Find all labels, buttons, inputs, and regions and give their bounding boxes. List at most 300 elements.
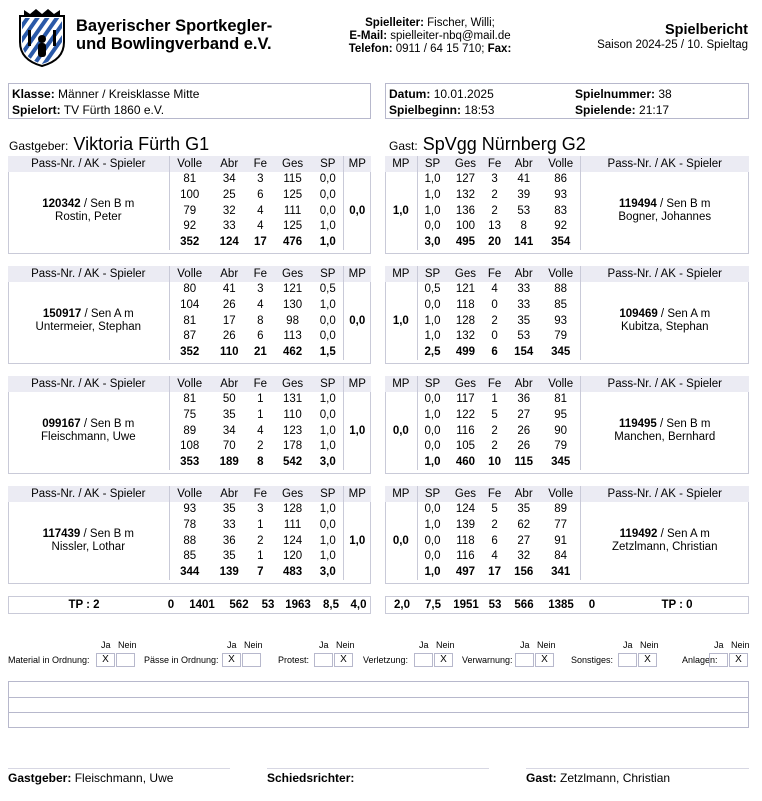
report-title-block	[597, 22, 748, 52]
col-header-sp: SP	[417, 376, 447, 392]
score-cell: 85	[554, 299, 568, 312]
nummer-value: 38	[658, 87, 672, 101]
score-cell: 33	[517, 283, 531, 296]
col-header-fe: Fe	[249, 376, 273, 392]
score-cell: 476	[282, 236, 303, 249]
col-header-fe: Fe	[484, 486, 506, 502]
sig-away-name: Zetzlmann, Christian	[560, 771, 671, 785]
col-header-mp: MP	[385, 376, 417, 392]
telefon-value: 0911 / 64 15 710;	[395, 43, 485, 55]
nein-checkbox[interactable]: X	[638, 653, 657, 667]
score-cell: 93	[169, 502, 210, 518]
score-cell: 104	[169, 298, 210, 314]
score-cell: 125	[282, 220, 303, 233]
score-cell: 1,0	[417, 408, 447, 424]
col-header-fe: Fe	[484, 266, 506, 282]
score-cell: 26	[517, 440, 531, 453]
away-total-ges: 1951	[453, 599, 479, 611]
nummer-label: Spielnummer:	[575, 87, 656, 101]
score-cell: 27	[517, 409, 531, 422]
score-cell: 136	[455, 204, 476, 217]
ja-checkbox[interactable]	[414, 653, 433, 667]
score-cell: 123	[282, 424, 303, 437]
home-total-sp: 8,5	[323, 599, 339, 611]
score-cell: 495	[455, 236, 476, 249]
score-cell: 353	[169, 455, 210, 471]
score-cell: 85	[169, 549, 210, 565]
score-cell: 7	[257, 566, 264, 579]
score-cell: 81	[169, 313, 210, 329]
score-cell: 36	[222, 534, 236, 547]
col-header-fe: Fe	[249, 486, 273, 502]
score-cell: 118	[456, 299, 475, 312]
score-cell: 53	[517, 204, 531, 217]
score-cell: 4	[257, 299, 264, 312]
away-match-points: 0,0	[392, 424, 409, 437]
home-total-abr: 562	[229, 599, 249, 611]
col-header-mp: MP	[385, 266, 417, 282]
col-header-mp: MP	[343, 266, 371, 282]
score-cell: 77	[554, 519, 568, 532]
ja-header: Ja	[714, 640, 724, 650]
ja-header: Ja	[101, 640, 111, 650]
score-cell: 0,0	[417, 423, 447, 439]
score-cell: 78	[169, 518, 210, 534]
score-cell: 6	[257, 189, 264, 202]
score-cell: 36	[517, 393, 531, 406]
organization-name	[76, 17, 272, 53]
col-header-abr: Abr	[506, 376, 542, 392]
score-cell: 1	[257, 393, 264, 406]
score-cell: 8	[520, 220, 527, 233]
score-cell: 20	[488, 236, 501, 249]
klasse-label: Klasse:	[12, 87, 55, 101]
score-cell: 141	[514, 236, 534, 249]
org-line1: Bayerischer Sportkegler-	[76, 17, 273, 35]
ja-checkbox[interactable]: X	[96, 653, 115, 667]
score-cell: 91	[554, 534, 568, 547]
score-cell: 352	[169, 345, 210, 361]
score-cell: 345	[551, 456, 571, 469]
away-match-points: 1,0	[392, 314, 409, 327]
score-cell: 2,5	[417, 345, 447, 361]
score-cell: 17	[488, 566, 501, 579]
ja-checkbox[interactable]: X	[222, 653, 241, 667]
score-cell: 1	[257, 550, 264, 563]
score-cell: 33	[222, 220, 236, 233]
org-line2: und Bowlingverband e.V.	[76, 35, 272, 53]
score-cell: 1,0	[417, 172, 447, 188]
player-name: Nissler, Lothar	[51, 541, 126, 554]
away-total-fe: 53	[488, 599, 502, 611]
table-row	[385, 282, 749, 298]
score-cell: 4	[257, 220, 264, 233]
nein-header: Nein	[640, 640, 659, 650]
score-cell: 34	[222, 424, 236, 437]
signature-referee	[267, 768, 489, 785]
score-cell: 108	[169, 439, 210, 455]
datum-label: Datum:	[389, 87, 431, 101]
col-header-volle: Volle	[169, 156, 210, 172]
score-cell: 4	[491, 550, 498, 563]
score-cell: 35	[517, 503, 531, 516]
score-cell: 21	[253, 346, 267, 359]
score-cell: 120	[282, 550, 303, 563]
col-header-sp: SP	[417, 266, 447, 282]
score-cell: 116	[456, 550, 475, 563]
match-info-left	[8, 83, 371, 119]
score-cell: 4	[257, 204, 264, 217]
signature-away	[526, 768, 749, 785]
score-cell: 79	[554, 440, 568, 453]
score-cell: 93	[554, 189, 568, 202]
away-total-mp-sum: 0	[588, 599, 596, 611]
score-cell: 95	[554, 409, 568, 422]
score-cell: 0	[491, 299, 498, 312]
score-cell: 3	[257, 283, 264, 296]
score-cell: 1,0	[319, 550, 336, 563]
age-class: / Sen B m	[80, 198, 135, 211]
player-name: Fleischmann, Uwe	[41, 431, 136, 444]
age-class: / Sen B m	[80, 528, 135, 541]
score-cell: 92	[554, 220, 568, 233]
federation-logo	[14, 6, 70, 68]
score-cell: 17	[253, 236, 267, 249]
beginn-label: Spielbeginn:	[389, 103, 461, 117]
score-cell: 105	[455, 440, 476, 453]
score-cell: 483	[282, 566, 303, 579]
score-cell: 17	[222, 314, 236, 327]
signature-home	[8, 768, 230, 785]
away-team-heading	[389, 134, 586, 156]
col-header-mp: MP	[343, 486, 371, 502]
col-header-volle: Volle	[542, 156, 580, 172]
score-cell: 6	[491, 534, 498, 547]
col-header-player: Pass-Nr. / AK - Spieler	[580, 376, 749, 392]
age-class: / Sen A m	[657, 308, 711, 321]
score-cell: 3	[257, 503, 264, 516]
score-cell: 6	[257, 330, 264, 343]
ja-checkbox[interactable]	[515, 653, 534, 667]
score-cell: 26	[222, 299, 236, 312]
col-header-abr: Abr	[506, 266, 542, 282]
score-cell: 1,0	[417, 329, 447, 345]
score-cell: 1,5	[319, 346, 336, 359]
col-header-sp: SP	[313, 266, 343, 282]
score-cell: 5	[491, 503, 498, 516]
nein-header: Nein	[244, 640, 263, 650]
notes-line	[9, 712, 748, 713]
score-cell: 352	[169, 235, 210, 251]
col-header-abr: Abr	[506, 486, 542, 502]
score-cell: 341	[551, 566, 571, 579]
col-header-mp: MP	[343, 376, 371, 392]
pass-number: 120342	[42, 198, 81, 211]
col-header-fe: Fe	[249, 156, 273, 172]
col-header-ges: Ges	[272, 156, 313, 172]
away-total-abr: 566	[514, 599, 534, 611]
report-title: Spielbericht	[665, 22, 748, 38]
score-cell: 1,0	[319, 503, 336, 516]
notes-area[interactable]	[8, 681, 749, 728]
score-cell: 118	[456, 534, 475, 547]
check-label: Anlagen:	[682, 655, 718, 665]
score-cell: 81	[169, 392, 210, 408]
check-label: Material in Ordnung:	[8, 655, 90, 665]
col-header-player: Pass-Nr. / AK - Spieler	[580, 266, 749, 282]
score-cell: 93	[554, 314, 568, 327]
score-cell: 90	[554, 424, 568, 437]
score-cell: 542	[282, 456, 303, 469]
col-header-abr: Abr	[210, 376, 249, 392]
pass-number: 119494	[619, 198, 657, 211]
score-cell: 0,0	[417, 549, 447, 565]
home-player-cell	[8, 282, 169, 360]
score-cell: 25	[222, 189, 236, 202]
table-row	[385, 502, 749, 518]
score-cell: 100	[455, 220, 476, 233]
table-row	[385, 392, 749, 408]
away-total-sp: 7,5	[425, 599, 441, 611]
score-cell: 0,0	[417, 533, 447, 549]
score-cell: 8	[257, 314, 264, 327]
nein-checkbox[interactable]: X	[729, 653, 748, 667]
score-cell: 86	[554, 173, 568, 186]
score-cell: 115	[514, 456, 533, 469]
spielort-value: TV Fürth 1860 e.V.	[63, 103, 165, 117]
away-player-cell	[580, 502, 749, 580]
score-cell: 2	[491, 314, 498, 327]
score-cell: 32	[517, 550, 531, 563]
coat-of-arms-icon	[14, 6, 70, 68]
score-cell: 354	[551, 236, 571, 249]
score-cell: 111	[283, 204, 302, 217]
score-cell: 124	[219, 236, 239, 249]
score-cell: 33	[517, 299, 531, 312]
score-cell: 3,0	[417, 235, 447, 251]
score-cell: 1,0	[417, 203, 447, 219]
score-cell: 113	[283, 330, 302, 343]
klasse-value: Männer / Kreisklasse Mitte	[58, 87, 200, 101]
check-label: Verletzung:	[363, 655, 409, 665]
score-cell: 1,0	[319, 440, 336, 453]
nein-checkbox[interactable]: X	[434, 653, 453, 667]
player-name: Zetzlmann, Christian	[612, 541, 718, 554]
score-cell: 1,0	[319, 299, 336, 312]
home-team-label: Gastgeber:	[9, 139, 69, 153]
score-cell: 117	[456, 393, 475, 406]
table-row	[8, 282, 371, 298]
score-cell: 0,0	[319, 519, 336, 532]
home-total-fe: 53	[261, 599, 275, 611]
score-cell: 132	[455, 330, 476, 343]
score-cell: 345	[551, 346, 571, 359]
score-cell: 499	[455, 346, 476, 359]
home-match-points: 0,0	[343, 282, 371, 360]
col-header-player: Pass-Nr. / AK - Spieler	[8, 486, 169, 502]
score-cell: 2	[491, 189, 498, 202]
age-class: / Sen B m	[80, 418, 135, 431]
nein-checkbox[interactable]: X	[334, 653, 353, 667]
ende-value: 21:17	[639, 103, 670, 117]
score-cell: 0,0	[417, 502, 447, 518]
score-cell: 139	[219, 566, 239, 579]
col-header-volle: Volle	[542, 376, 580, 392]
col-header-ges: Ges	[447, 486, 483, 502]
col-header-abr: Abr	[210, 156, 249, 172]
table-row	[385, 172, 749, 188]
score-cell: 0,0	[319, 173, 336, 186]
home-match-points: 1,0	[343, 502, 371, 580]
col-header-fe: Fe	[484, 376, 506, 392]
col-header-fe: Fe	[484, 156, 506, 172]
home-total-ges: 1963	[285, 599, 311, 611]
score-cell: 1,0	[417, 188, 447, 204]
score-cell: 35	[222, 503, 236, 516]
score-cell: 8	[257, 456, 264, 469]
pass-number: 109469	[619, 308, 658, 321]
score-cell: 0	[491, 330, 498, 343]
score-cell: 88	[169, 533, 210, 549]
spielort-label: Spielort:	[12, 103, 61, 117]
score-cell: 53	[517, 330, 531, 343]
score-cell: 178	[282, 440, 303, 453]
score-cell: 33	[222, 519, 236, 532]
away-match-table	[385, 156, 749, 250]
col-header-abr: Abr	[210, 486, 249, 502]
score-cell: 89	[169, 423, 210, 439]
score-cell: 1	[491, 393, 498, 406]
email-value[interactable]: spielleiter-nbq@mail.de	[390, 30, 511, 42]
nein-header: Nein	[436, 640, 455, 650]
ja-checkbox[interactable]	[314, 653, 333, 667]
score-cell: 62	[517, 519, 531, 532]
score-cell: 2	[257, 440, 264, 453]
table-row	[8, 172, 371, 188]
score-cell: 344	[169, 565, 210, 581]
player-name: Kubitza, Stephan	[620, 321, 709, 334]
nein-checkbox[interactable]	[242, 653, 261, 667]
score-cell: 79	[169, 203, 210, 219]
ja-checkbox[interactable]	[709, 653, 728, 667]
score-cell: 3	[491, 173, 498, 186]
away-player-cell	[580, 172, 749, 250]
home-player-cell	[8, 502, 169, 580]
home-total-mp: 4,0	[350, 599, 367, 611]
home-total-mp-sum: 0	[167, 599, 175, 611]
score-cell: 75	[169, 408, 210, 424]
score-cell: 0,0	[319, 204, 336, 217]
col-header-abr: Abr	[506, 156, 542, 172]
col-header-volle: Volle	[542, 486, 580, 502]
home-tp: TP : 2	[68, 599, 100, 611]
score-cell: 462	[282, 346, 303, 359]
pass-number: 119495	[619, 418, 657, 431]
col-header-sp: SP	[313, 486, 343, 502]
score-cell: 100	[169, 188, 210, 204]
col-header-fe: Fe	[249, 266, 273, 282]
nein-checkbox[interactable]	[116, 653, 135, 667]
col-header-player: Pass-Nr. / AK - Spieler	[580, 156, 749, 172]
pass-number: 150917	[42, 308, 82, 321]
col-header-volle: Volle	[169, 266, 210, 282]
score-cell: 0,0	[417, 439, 447, 455]
score-cell: 1,0	[417, 455, 447, 471]
score-cell: 1,0	[417, 518, 447, 534]
ja-header: Ja	[227, 640, 237, 650]
score-cell: 2	[491, 204, 498, 217]
score-cell: 32	[222, 204, 236, 217]
away-match-points: 0,0	[392, 534, 409, 547]
score-cell: 1,0	[319, 393, 336, 406]
player-name: Bogner, Johannes	[618, 211, 712, 224]
score-cell: 0,0	[319, 409, 336, 422]
col-header-player: Pass-Nr. / AK - Spieler	[8, 156, 169, 172]
score-cell: 0,5	[417, 282, 447, 298]
col-header-ges: Ges	[447, 376, 483, 392]
col-header-volle: Volle	[169, 376, 210, 392]
away-totals-bar	[385, 596, 749, 614]
score-cell: 0,0	[319, 189, 336, 202]
leiter-label: Spielleiter:	[365, 17, 424, 29]
score-cell: 121	[282, 283, 303, 296]
home-match-table	[8, 266, 371, 360]
table-row	[8, 392, 371, 408]
score-cell: 3,0	[319, 566, 336, 579]
home-total-volle: 1401	[189, 599, 215, 611]
pass-number: 099167	[42, 418, 81, 431]
score-cell: 130	[282, 299, 303, 312]
nein-checkbox[interactable]: X	[535, 653, 554, 667]
col-header-ges: Ges	[272, 266, 313, 282]
col-header-mp: MP	[343, 156, 371, 172]
col-header-ges: Ges	[272, 376, 313, 392]
col-header-mp: MP	[385, 156, 417, 172]
season-info: Saison 2024-25 / 10. Spieltag	[597, 39, 748, 51]
col-header-sp: SP	[417, 486, 447, 502]
score-cell: 111	[283, 519, 302, 532]
score-cell: 1,0	[319, 236, 336, 249]
score-cell: 4	[491, 283, 498, 296]
score-cell: 110	[219, 346, 239, 359]
score-cell: 3	[257, 173, 264, 186]
score-cell: 80	[169, 282, 210, 298]
score-cell: 92	[169, 219, 210, 235]
away-match-table	[385, 266, 749, 360]
score-cell: 0,0	[417, 219, 447, 235]
score-cell: 81	[554, 393, 568, 406]
score-cell: 0,0	[319, 330, 336, 343]
away-team-label: Gast:	[389, 139, 418, 153]
score-cell: 41	[517, 173, 531, 186]
home-match-table	[8, 376, 371, 470]
score-cell: 34	[222, 173, 236, 186]
score-cell: 27	[517, 534, 531, 547]
score-cell: 89	[554, 503, 568, 516]
home-player-cell	[8, 392, 169, 470]
score-cell: 2	[491, 440, 498, 453]
home-team-heading	[9, 134, 209, 156]
score-cell: 128	[282, 503, 303, 516]
col-header-ges: Ges	[447, 266, 483, 282]
score-cell: 124	[455, 503, 476, 516]
ja-checkbox[interactable]	[618, 653, 637, 667]
sig-ref-label: Schiedsrichter:	[267, 771, 355, 785]
col-header-player: Pass-Nr. / AK - Spieler	[8, 266, 169, 282]
email-label: E-Mail:	[349, 30, 388, 42]
score-cell: 1,0	[319, 424, 336, 437]
nein-header: Nein	[731, 640, 750, 650]
